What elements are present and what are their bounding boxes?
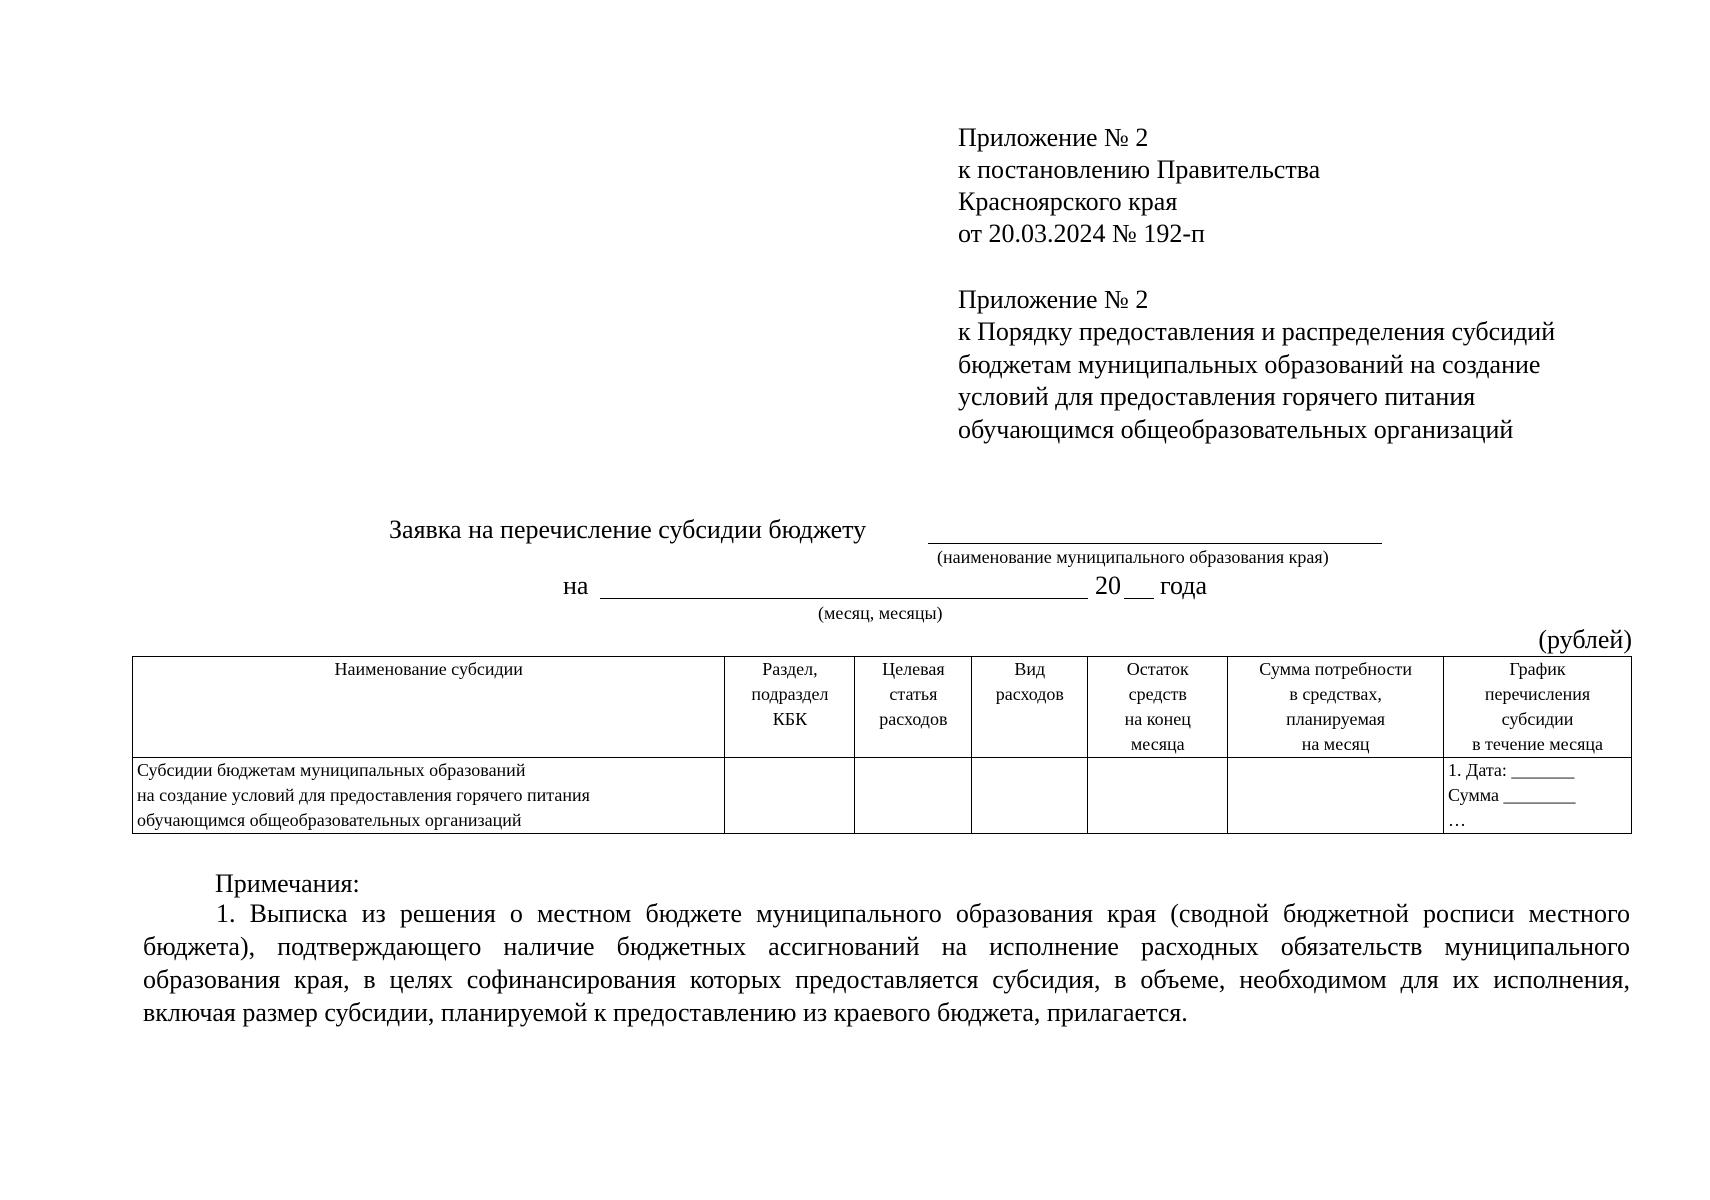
appendix-order-line-1: к Порядку предоставления и распределения субсидий <box>958 317 1556 346</box>
municipality-name-field[interactable] <box>928 543 1382 544</box>
appendix-region-line: Красноярского края <box>958 187 1178 216</box>
month-field[interactable] <box>600 598 1088 599</box>
col-target-article: Целевая статья расходов <box>855 657 972 758</box>
appendix-date-line: от 20.03.2024 № 192-п <box>958 219 1205 248</box>
appendix-order-line-3: условий для предоставления горячего питания <box>958 382 1476 411</box>
col-subsidy-name: Наименование субсидии <box>133 657 725 758</box>
appendix-order-line-4: обучающимся общеобразовательных организаций <box>958 415 1514 444</box>
year-suffix: года <box>1160 571 1208 600</box>
appendix-number-2: Приложение № 2 <box>958 285 1149 314</box>
month-hint: (месяц, месяцы) <box>818 603 943 623</box>
cell-expense-type[interactable] <box>972 758 1088 834</box>
cell-subsidy-name: Субсидии бюджетам муниципальных образований на создание условий для предоставления горячего питания обучающимся общеобразовательных организаций <box>133 758 725 834</box>
currency-note: (рублей) <box>1538 625 1632 654</box>
table-row <box>133 758 1632 834</box>
year-prefix: 20 <box>1095 571 1121 600</box>
appendix-order-line-2: бюджетам муниципальных образований на создание <box>958 350 1541 379</box>
col-schedule: График перечисления субсидии в течение месяца <box>1444 657 1632 758</box>
form-title: Заявка на перечисление субсидии бюджету <box>389 515 867 544</box>
municipality-name-hint: (наименование муниципального образования края) <box>937 547 1329 567</box>
subsidy-request-table <box>132 656 1632 834</box>
notes-item-1: 1. Выписка из решения о местном бюджете муниципального образования края (сводной бюджетной росписи местного бюджета), подтверждающего наличие бюджетных ассигнований на исполнение расходных обязательств муниципального образования края, в целях софинансирования которых предоставляется субсидия, в объеме, необходимом для их исполнения, включая размер субсидии, планируемой к предоставлению из краевого бюджета, прилагается. <box>143 899 1630 1027</box>
notes-heading: Примечания: <box>215 869 360 898</box>
col-balance: Остаток средств на конец месяца <box>1088 657 1228 758</box>
cell-balance[interactable] <box>1088 758 1228 834</box>
table-header-row <box>133 657 1632 758</box>
col-kbk: Раздел, подраздел КБК <box>725 657 855 758</box>
col-expense-type: Вид расходов <box>972 657 1088 758</box>
appendix-number: Приложение № 2 <box>958 123 1149 152</box>
col-need-sum: Сумма потребности в средствах, планируемая на месяц <box>1228 657 1444 758</box>
cell-schedule[interactable]: 1. Дата: _______ Сумма ________ … <box>1444 758 1632 834</box>
period-label: на <box>563 571 589 600</box>
cell-kbk[interactable] <box>725 758 855 834</box>
year-field[interactable] <box>1124 598 1154 599</box>
cell-need-sum[interactable] <box>1228 758 1444 834</box>
appendix-resolution-line: к постановлению Правительства <box>958 155 1321 184</box>
cell-target-article[interactable] <box>855 758 972 834</box>
